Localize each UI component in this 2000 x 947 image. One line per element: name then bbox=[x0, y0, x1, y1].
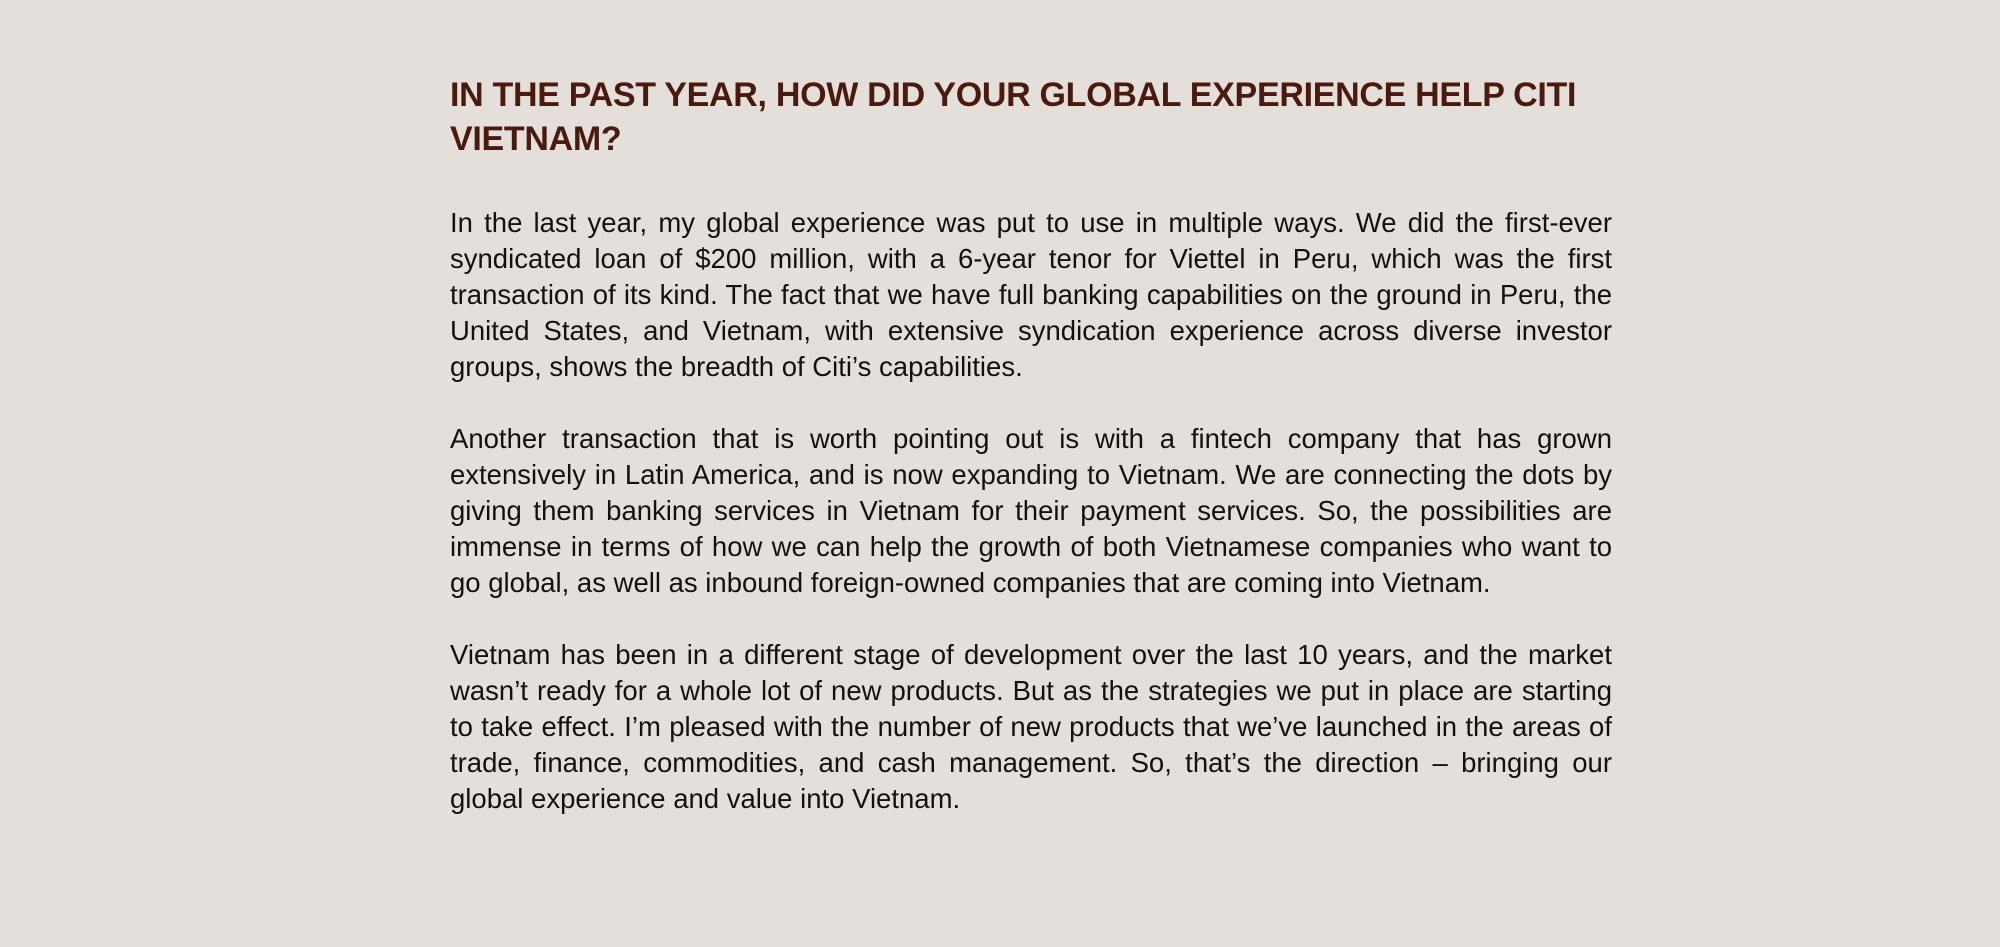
article-paragraph: In the last year, my global experience was put to use in multiple ways. We did the first-ever syndicated loan of $200 million, with a 6-year tenor for Viettel in Peru, which was the first transaction of its kind. The fact that we have full banking capabilities on the ground in Peru, the United States, and Vietnam, with extensive syndication experience across diverse investor groups, shows the breadth of Citi’s capabilities. bbox=[450, 207, 1612, 382]
article-paragraph: Another transaction that is worth pointing out is with a fintech company that has grown extensively in Latin America, and is now expanding to Vietnam. We are connecting the dots by giving them banking services in Vietnam for their payment services. So, the possibilities are immense in terms of how we can help the growth of both Vietnamese companies who want to go global, as well as inbound foreign-owned companies that are coming into Vietnam. bbox=[450, 423, 1612, 598]
article-heading: IN THE PAST YEAR, HOW DID YOUR GLOBAL EXPERIENCE HELP CITI VIETNAM? bbox=[450, 76, 1577, 158]
article-paragraph: Vietnam has been in a different stage of development over the last 10 years, and the market wasn’t ready for a whole lot of new products. But as the strategies we put in place are starting to take effect. I’m pleased with the number of new products that we’ve launched in the areas of trade, finance, commodities, and cash management. So, that’s the direction – bringing our global experience and value into Vietnam. bbox=[450, 639, 1612, 814]
article bbox=[450, 73, 1612, 817]
